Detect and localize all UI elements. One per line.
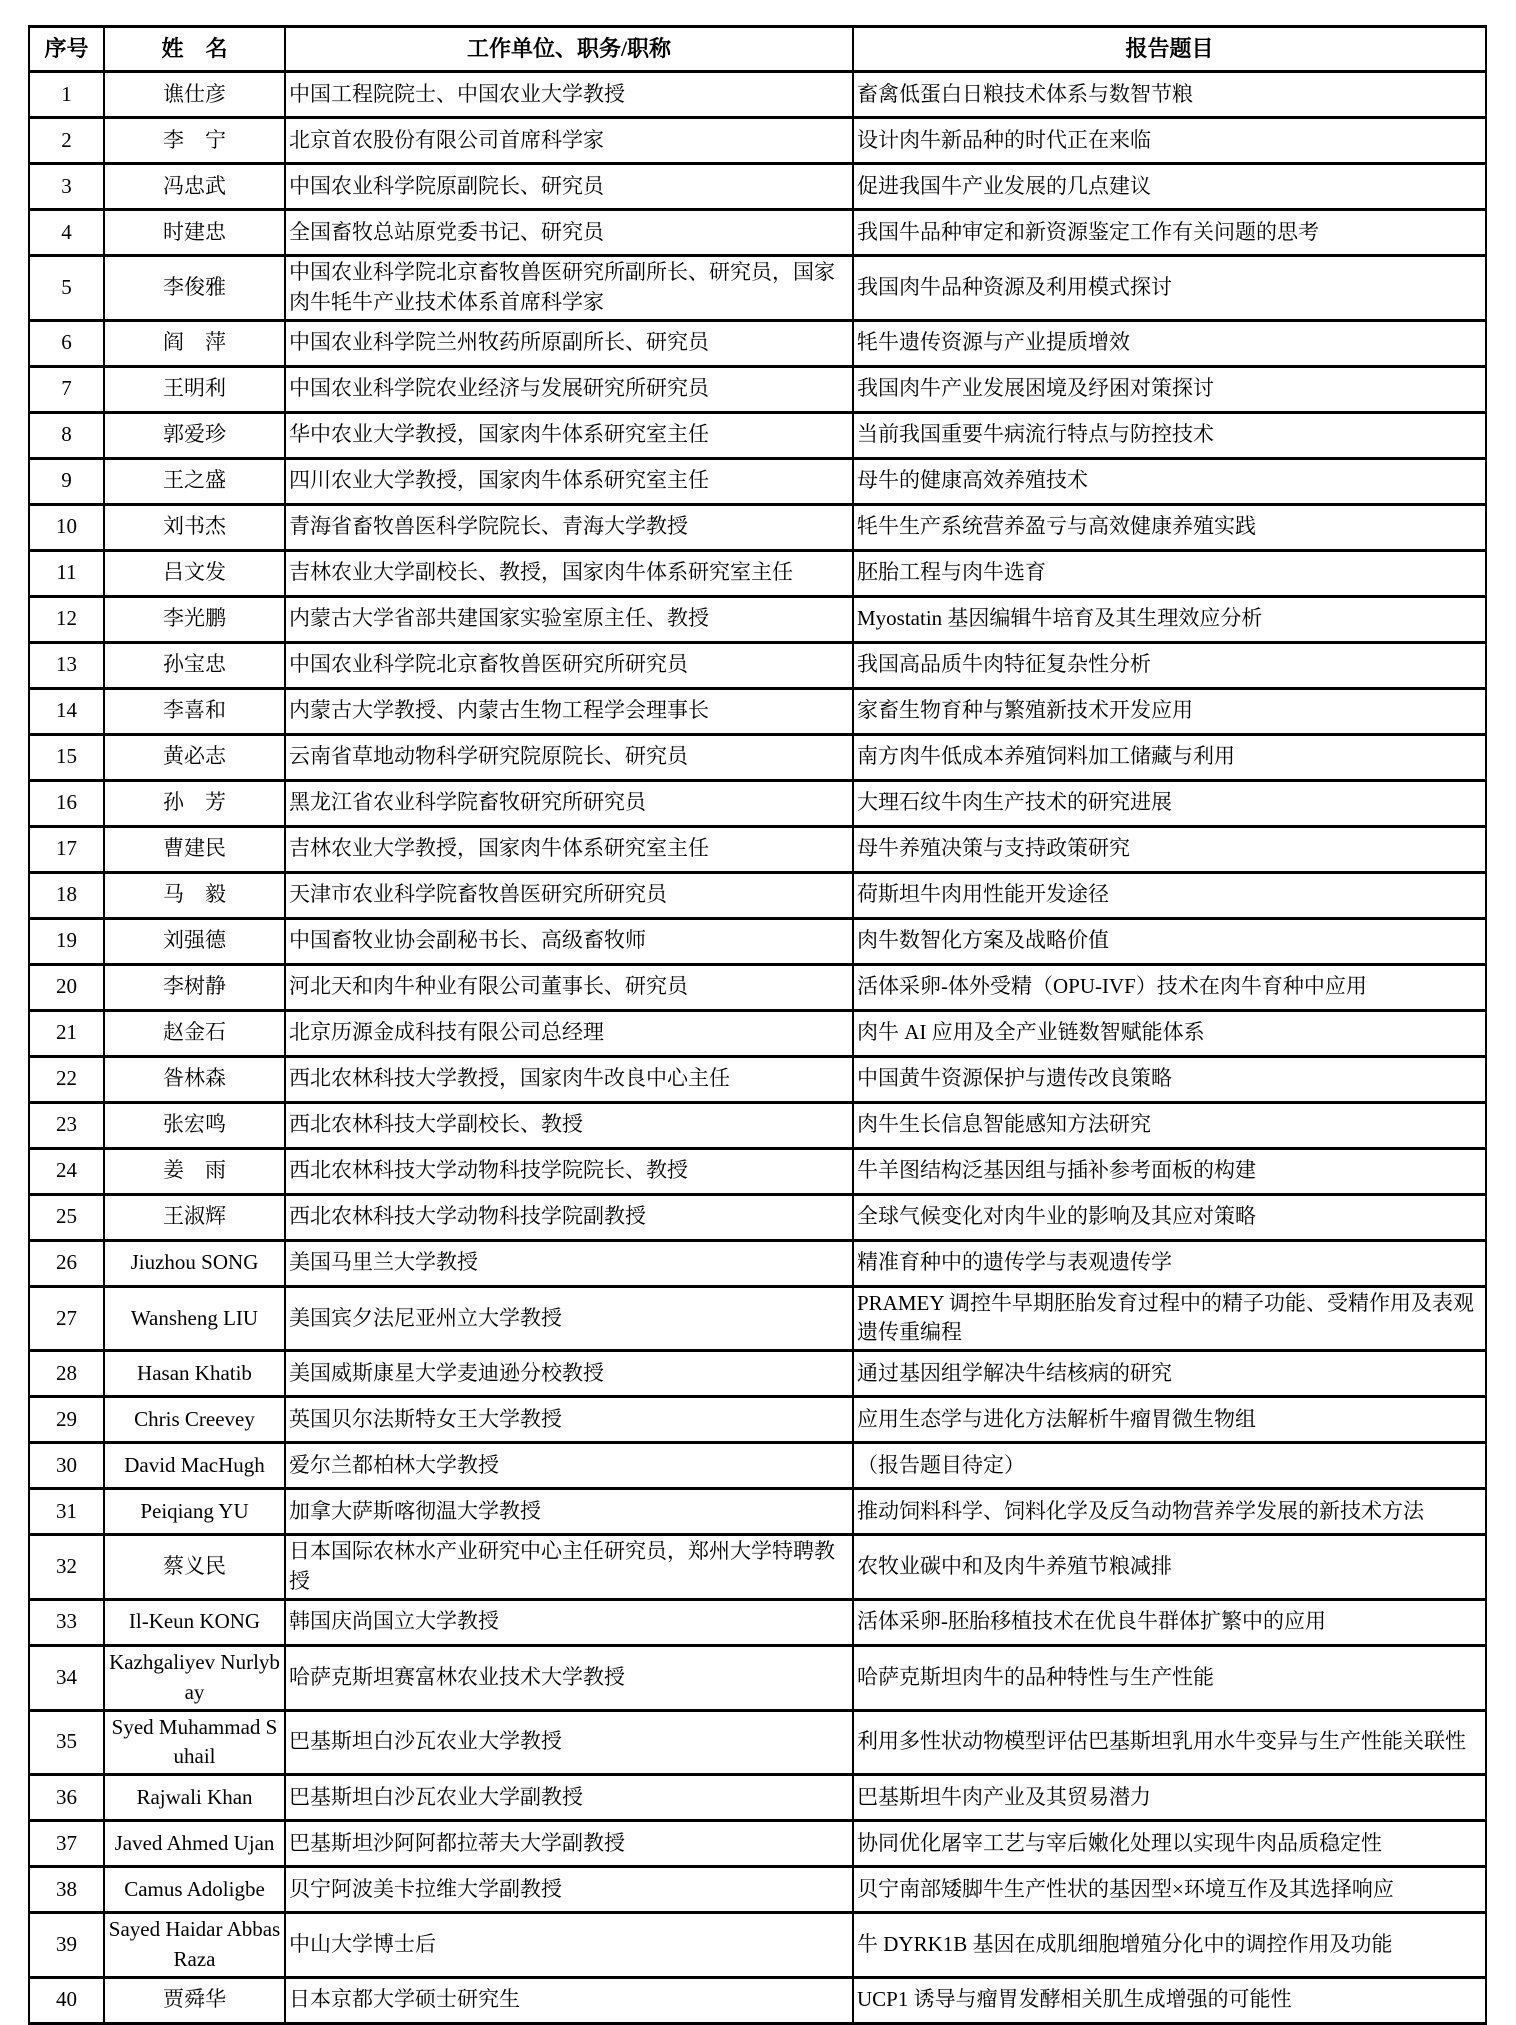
cell-no: 9 (29, 458, 104, 504)
cell-name: 姜 雨 (104, 1148, 285, 1194)
cell-title: Myostatin 基因编辑牛培育及其生理效应分析 (853, 596, 1486, 642)
cell-no: 31 (29, 1489, 104, 1535)
cell-no: 36 (29, 1775, 104, 1821)
cell-unit: 中国畜牧业协会副秘书长、高级畜牧师 (285, 918, 853, 964)
table-row (29, 826, 1486, 872)
cell-title: 农牧业碳中和及肉牛养殖节粮减排 (853, 1535, 1486, 1600)
cell-title: 利用多性状动物模型评估巴基斯坦乳用水牛变异与生产性能关联性 (853, 1710, 1486, 1775)
cell-name: 黄必志 (104, 734, 285, 780)
cell-title: 全球气候变化对肉牛业的影响及其应对策略 (853, 1194, 1486, 1240)
cell-title: 协同优化屠宰工艺与宰后嫩化处理以实现牛肉品质稳定性 (853, 1821, 1486, 1867)
cell-no: 29 (29, 1397, 104, 1443)
table-row (29, 1535, 1486, 1600)
cell-title: 家畜生物育种与繁殖新技术开发应用 (853, 688, 1486, 734)
header-title: 报告题目 (853, 27, 1486, 72)
table-row (29, 780, 1486, 826)
cell-title: 牛羊图结构泛基因组与插补参考面板的构建 (853, 1148, 1486, 1194)
cell-no: 11 (29, 550, 104, 596)
table-header (29, 27, 1486, 72)
cell-unit: 巴基斯坦沙阿阿都拉蒂夫大学副教授 (285, 1821, 853, 1867)
cell-no: 38 (29, 1867, 104, 1913)
cell-name: Hasan Khatib (104, 1351, 285, 1397)
cell-name: 王淑辉 (104, 1194, 285, 1240)
cell-title: 贝宁南部矮脚牛生产性状的基因型×环境互作及其选择响应 (853, 1867, 1486, 1913)
cell-no: 14 (29, 688, 104, 734)
cell-unit: 韩国庆尚国立大学教授 (285, 1599, 853, 1645)
table-row (29, 550, 1486, 596)
cell-title: 大理石纹牛肉生产技术的研究进展 (853, 780, 1486, 826)
cell-no: 30 (29, 1443, 104, 1489)
cell-unit: 中国农业科学院农业经济与发展研究所研究员 (285, 366, 853, 412)
cell-no: 32 (29, 1535, 104, 1600)
cell-name: Il-Keun KONG (104, 1599, 285, 1645)
cell-title: 母牛养殖决策与支持政策研究 (853, 826, 1486, 872)
cell-title: 应用生态学与进化方法解析牛瘤胃微生物组 (853, 1397, 1486, 1443)
table-row (29, 118, 1486, 164)
cell-title: 哈萨克斯坦肉牛的品种特性与生产性能 (853, 1645, 1486, 1710)
cell-name: 李 宁 (104, 118, 285, 164)
cell-no: 37 (29, 1821, 104, 1867)
cell-name: 王之盛 (104, 458, 285, 504)
table-row (29, 1821, 1486, 1867)
cell-no: 10 (29, 504, 104, 550)
cell-name: Javed Ahmed Ujan (104, 1821, 285, 1867)
cell-name: 贾舜华 (104, 1977, 285, 2023)
cell-unit: 哈萨克斯坦赛富林农业技术大学教授 (285, 1645, 853, 1710)
cell-name: Camus Adoligbe (104, 1867, 285, 1913)
cell-title: 我国肉牛产业发展困境及纾困对策探讨 (853, 366, 1486, 412)
table-row (29, 1102, 1486, 1148)
cell-unit: 西北农林科技大学动物科技学院副教授 (285, 1194, 853, 1240)
cell-no: 22 (29, 1056, 104, 1102)
cell-title: 畜禽低蛋白日粮技术体系与数智节粮 (853, 72, 1486, 118)
cell-unit: 日本国际农林水产业研究中心主任研究员，郑州大学特聘教授 (285, 1535, 853, 1600)
table-row (29, 210, 1486, 256)
table-row (29, 504, 1486, 550)
cell-title: 活体采卵-体外受精（OPU-IVF）技术在肉牛育种中应用 (853, 964, 1486, 1010)
cell-no: 34 (29, 1645, 104, 1710)
cell-name: 阎 萍 (104, 320, 285, 366)
cell-title: 精准育种中的遗传学与表观遗传学 (853, 1240, 1486, 1286)
cell-unit: 四川农业大学教授，国家肉牛体系研究室主任 (285, 458, 853, 504)
cell-title: 牦牛遗传资源与产业提质增效 (853, 320, 1486, 366)
cell-no: 4 (29, 210, 104, 256)
table-row (29, 688, 1486, 734)
table-row (29, 1977, 1486, 2023)
cell-no: 23 (29, 1102, 104, 1148)
cell-name: Syed Muhammad Suhail (104, 1710, 285, 1775)
cell-title: 我国牛品种审定和新资源鉴定工作有关问题的思考 (853, 210, 1486, 256)
cell-no: 26 (29, 1240, 104, 1286)
cell-name: Wansheng LIU (104, 1286, 285, 1351)
cell-unit: 美国威斯康星大学麦迪逊分校教授 (285, 1351, 853, 1397)
table-row (29, 1286, 1486, 1351)
cell-no: 21 (29, 1010, 104, 1056)
cell-unit: 北京首农股份有限公司首席科学家 (285, 118, 853, 164)
table-row (29, 1443, 1486, 1489)
table-row (29, 1710, 1486, 1775)
cell-unit: 美国马里兰大学教授 (285, 1240, 853, 1286)
cell-unit: 加拿大萨斯喀彻温大学教授 (285, 1489, 853, 1535)
cell-unit: 吉林农业大学副校长、教授，国家肉牛体系研究室主任 (285, 550, 853, 596)
cell-unit: 美国宾夕法尼亚州立大学教授 (285, 1286, 853, 1351)
table-row (29, 1056, 1486, 1102)
cell-title: 母牛的健康高效养殖技术 (853, 458, 1486, 504)
cell-title: 中国黄牛资源保护与遗传改良策略 (853, 1056, 1486, 1102)
cell-title: UCP1 诱导与瘤胃发酵相关肌生成增强的可能性 (853, 1977, 1486, 2023)
cell-no: 1 (29, 72, 104, 118)
cell-title: 促进我国牛产业发展的几点建议 (853, 164, 1486, 210)
cell-no: 18 (29, 872, 104, 918)
cell-name: 郭爱珍 (104, 412, 285, 458)
cell-unit: 河北天和肉牛种业有限公司董事长、研究员 (285, 964, 853, 1010)
table-row (29, 1397, 1486, 1443)
speaker-table (28, 25, 1487, 2025)
cell-name: 王明利 (104, 366, 285, 412)
table-body (29, 72, 1486, 2024)
table-row (29, 1240, 1486, 1286)
table-row (29, 1645, 1486, 1710)
cell-title: 我国高品质牛肉特征复杂性分析 (853, 642, 1486, 688)
cell-unit: 日本京都大学硕士研究生 (285, 1977, 853, 2023)
cell-title: 胚胎工程与肉牛选育 (853, 550, 1486, 596)
cell-no: 40 (29, 1977, 104, 2023)
cell-unit: 华中农业大学教授，国家肉牛体系研究室主任 (285, 412, 853, 458)
cell-title: 当前我国重要牛病流行特点与防控技术 (853, 412, 1486, 458)
cell-title: 牦牛生产系统营养盈亏与高效健康养殖实践 (853, 504, 1486, 550)
cell-no: 12 (29, 596, 104, 642)
cell-name: 赵金石 (104, 1010, 285, 1056)
table-row (29, 458, 1486, 504)
table-row (29, 596, 1486, 642)
cell-unit: 中国农业科学院兰州牧药所原副所长、研究员 (285, 320, 853, 366)
cell-title: 荷斯坦牛肉用性能开发途径 (853, 872, 1486, 918)
cell-title: 设计肉牛新品种的时代正在来临 (853, 118, 1486, 164)
cell-name: 曹建民 (104, 826, 285, 872)
cell-unit: 巴基斯坦白沙瓦农业大学教授 (285, 1710, 853, 1775)
cell-name: 吕文发 (104, 550, 285, 596)
table-row (29, 256, 1486, 321)
cell-no: 24 (29, 1148, 104, 1194)
cell-title: PRAMEY 调控牛早期胚胎发育过程中的精子功能、受精作用及表观遗传重编程 (853, 1286, 1486, 1351)
cell-title: 活体采卵-胚胎移植技术在优良牛群体扩繁中的应用 (853, 1599, 1486, 1645)
cell-no: 6 (29, 320, 104, 366)
cell-name: Sayed Haidar Abbas Raza (104, 1913, 285, 1978)
table-row (29, 72, 1486, 118)
cell-no: 7 (29, 366, 104, 412)
header-name: 姓 名 (104, 27, 285, 72)
cell-no: 16 (29, 780, 104, 826)
cell-no: 35 (29, 1710, 104, 1775)
table-row (29, 1599, 1486, 1645)
table-row (29, 734, 1486, 780)
cell-name: 刘书杰 (104, 504, 285, 550)
cell-unit: 贝宁阿波美卡拉维大学副教授 (285, 1867, 853, 1913)
cell-unit: 天津市农业科学院畜牧兽医研究所研究员 (285, 872, 853, 918)
cell-name: 刘强德 (104, 918, 285, 964)
cell-unit: 中山大学博士后 (285, 1913, 853, 1978)
cell-unit: 巴基斯坦白沙瓦农业大学副教授 (285, 1775, 853, 1821)
cell-title: 肉牛数智化方案及战略价值 (853, 918, 1486, 964)
table-row (29, 872, 1486, 918)
cell-no: 25 (29, 1194, 104, 1240)
cell-name: 蔡义民 (104, 1535, 285, 1600)
cell-no: 15 (29, 734, 104, 780)
cell-title: 巴基斯坦牛肉产业及其贸易潜力 (853, 1775, 1486, 1821)
table-row (29, 1148, 1486, 1194)
table-row (29, 642, 1486, 688)
cell-unit: 北京历源金成科技有限公司总经理 (285, 1010, 853, 1056)
cell-unit: 中国农业科学院原副院长、研究员 (285, 164, 853, 210)
cell-unit: 吉林农业大学教授，国家肉牛体系研究室主任 (285, 826, 853, 872)
cell-title: 肉牛 AI 应用及全产业链数智赋能体系 (853, 1010, 1486, 1056)
table-row (29, 1913, 1486, 1978)
cell-title: （报告题目待定） (853, 1443, 1486, 1489)
cell-name: 昝林森 (104, 1056, 285, 1102)
cell-title: 通过基因组学解决牛结核病的研究 (853, 1351, 1486, 1397)
cell-name: 孙 芳 (104, 780, 285, 826)
cell-no: 2 (29, 118, 104, 164)
cell-name: 马 毅 (104, 872, 285, 918)
cell-unit: 内蒙古大学省部共建国家实验室原主任、教授 (285, 596, 853, 642)
header-unit: 工作单位、职务/职称 (285, 27, 853, 72)
cell-title: 南方肉牛低成本养殖饲料加工储藏与利用 (853, 734, 1486, 780)
cell-no: 13 (29, 642, 104, 688)
cell-no: 8 (29, 412, 104, 458)
cell-name: 时建忠 (104, 210, 285, 256)
cell-no: 3 (29, 164, 104, 210)
table-row (29, 964, 1486, 1010)
table-row (29, 918, 1486, 964)
cell-unit: 西北农林科技大学副校长、教授 (285, 1102, 853, 1148)
cell-name: 李喜和 (104, 688, 285, 734)
table-row (29, 320, 1486, 366)
table-row (29, 1351, 1486, 1397)
cell-no: 39 (29, 1913, 104, 1978)
cell-unit: 爱尔兰都柏林大学教授 (285, 1443, 853, 1489)
cell-unit: 西北农林科技大学动物科技学院院长、教授 (285, 1148, 853, 1194)
cell-unit: 中国农业科学院北京畜牧兽医研究所研究员 (285, 642, 853, 688)
cell-title: 肉牛生长信息智能感知方法研究 (853, 1102, 1486, 1148)
cell-name: Chris Creevey (104, 1397, 285, 1443)
table-row (29, 1775, 1486, 1821)
table-row (29, 366, 1486, 412)
cell-no: 27 (29, 1286, 104, 1351)
table-header-row (29, 27, 1486, 72)
cell-name: Jiuzhou SONG (104, 1240, 285, 1286)
cell-no: 5 (29, 256, 104, 321)
cell-name: 谯仕彦 (104, 72, 285, 118)
cell-title: 推动饲料科学、饲料化学及反刍动物营养学发展的新技术方法 (853, 1489, 1486, 1535)
table-row (29, 1489, 1486, 1535)
cell-no: 20 (29, 964, 104, 1010)
cell-no: 33 (29, 1599, 104, 1645)
cell-title: 牛 DYRK1B 基因在成肌细胞增殖分化中的调控作用及功能 (853, 1913, 1486, 1978)
header-no: 序号 (29, 27, 104, 72)
cell-name: 张宏鸣 (104, 1102, 285, 1148)
cell-no: 19 (29, 918, 104, 964)
cell-unit: 内蒙古大学教授、内蒙古生物工程学会理事长 (285, 688, 853, 734)
cell-name: 孙宝忠 (104, 642, 285, 688)
table-row (29, 412, 1486, 458)
table-row (29, 1194, 1486, 1240)
cell-no: 28 (29, 1351, 104, 1397)
cell-unit: 黑龙江省农业科学院畜牧研究所研究员 (285, 780, 853, 826)
cell-name: 李树静 (104, 964, 285, 1010)
cell-name: 冯忠武 (104, 164, 285, 210)
table-row (29, 1867, 1486, 1913)
cell-name: Rajwali Khan (104, 1775, 285, 1821)
cell-name: Peiqiang YU (104, 1489, 285, 1535)
cell-unit: 中国农业科学院北京畜牧兽医研究所副所长、研究员，国家肉牛牦牛产业技术体系首席科学家 (285, 256, 853, 321)
table-row (29, 164, 1486, 210)
cell-unit: 云南省草地动物科学研究院原院长、研究员 (285, 734, 853, 780)
cell-unit: 西北农林科技大学教授，国家肉牛改良中心主任 (285, 1056, 853, 1102)
cell-no: 17 (29, 826, 104, 872)
cell-name: David MacHugh (104, 1443, 285, 1489)
table-row (29, 1010, 1486, 1056)
cell-unit: 英国贝尔法斯特女王大学教授 (285, 1397, 853, 1443)
cell-unit: 青海省畜牧兽医科学院院长、青海大学教授 (285, 504, 853, 550)
cell-unit: 全国畜牧总站原党委书记、研究员 (285, 210, 853, 256)
cell-name: 李光鹏 (104, 596, 285, 642)
cell-name: 李俊雅 (104, 256, 285, 321)
cell-unit: 中国工程院院士、中国农业大学教授 (285, 72, 853, 118)
cell-name: Kazhgaliyev Nurlybay (104, 1645, 285, 1710)
cell-title: 我国肉牛品种资源及利用模式探讨 (853, 256, 1486, 321)
